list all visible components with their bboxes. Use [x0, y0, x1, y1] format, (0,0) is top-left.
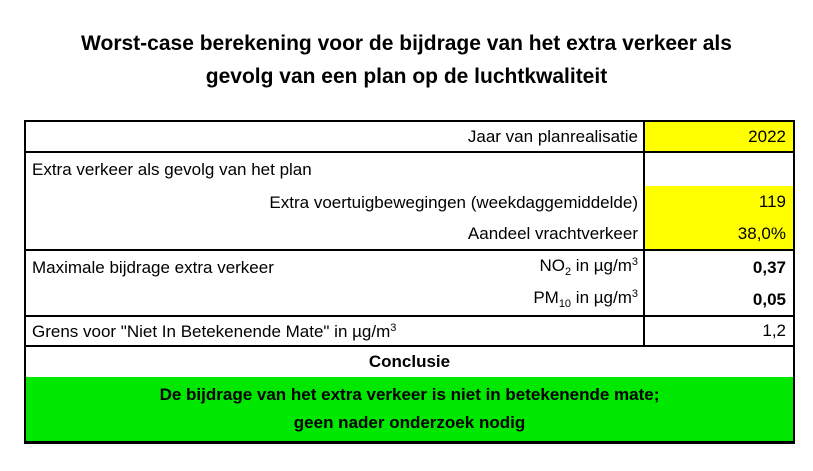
voertuigbewegingen-input-cell[interactable]: 119	[643, 186, 793, 218]
conclusie-header-label: Conclusie	[368, 352, 451, 371]
extra-verkeer-header-label: Extra verkeer als gevolg van het plan	[32, 160, 312, 179]
no2-unit-text: in µg/m	[571, 256, 632, 275]
maximale-bijdrage-label: Maximale bijdrage extra verkeer	[32, 258, 274, 277]
page-title-line2: gevolg van een plan op de luchtkwaliteit	[205, 65, 608, 88]
voertuigbewegingen-label: Extra voertuigbewegingen (weekdaggemiddelde)	[269, 192, 638, 212]
calculation-table	[24, 120, 795, 444]
row-jaar-planrealisatie	[26, 122, 793, 153]
page-title	[0, 27, 813, 93]
pm10-unit-text: in µg/m	[571, 288, 632, 307]
no2-species: NO	[539, 256, 565, 275]
vrachtverkeer-input-cell[interactable]: 38,0%	[643, 218, 793, 249]
vrachtverkeer-label: Aandeel vrachtverkeer	[467, 224, 638, 243]
row-conclusie-header	[26, 347, 793, 377]
no2-result-cell: 0,37	[643, 251, 793, 284]
pm10-species: PM	[533, 288, 559, 307]
row-no2-bijdrage	[26, 251, 793, 284]
nibm-grens-superscript: 3	[390, 321, 397, 334]
no2-unit-label	[539, 257, 638, 278]
page-title-line1: Worst-case berekening voor de bijdrage van het extra verkeer als	[81, 32, 732, 55]
pm10-species-subscript: 10	[558, 298, 572, 310]
jaar-planrealisatie-input-cell[interactable]: 2022	[643, 122, 793, 151]
row-vrachtverkeer	[26, 218, 793, 251]
pm10-unit-superscript: 3	[631, 288, 638, 300]
row-pm10-bijdrage	[26, 284, 793, 317]
row-extra-verkeer-header	[26, 153, 793, 186]
conclusion-banner	[26, 377, 793, 441]
row-voertuigbewegingen	[26, 186, 793, 218]
extra-verkeer-empty-cell	[643, 153, 793, 186]
nibm-grens-value-cell: 1,2	[643, 317, 793, 345]
row-nibm-grens	[26, 317, 793, 347]
nibm-grens-text: Grens voor "Niet In Betekenende Mate" in µg/m	[32, 321, 391, 341]
pm10-result-cell: 0,05	[643, 284, 793, 315]
nibm-grens-label	[32, 323, 396, 340]
pm10-unit-label	[533, 289, 638, 310]
no2-species-subscript: 2	[564, 266, 572, 278]
conclusion-line2: geen nader onderzoek nodig	[293, 413, 526, 432]
conclusion-line1: De bijdrage van het extra verkeer is niet in betekenende mate;	[159, 385, 660, 404]
jaar-planrealisatie-label: Jaar van planrealisatie	[467, 127, 638, 146]
no2-unit-superscript: 3	[631, 256, 638, 268]
